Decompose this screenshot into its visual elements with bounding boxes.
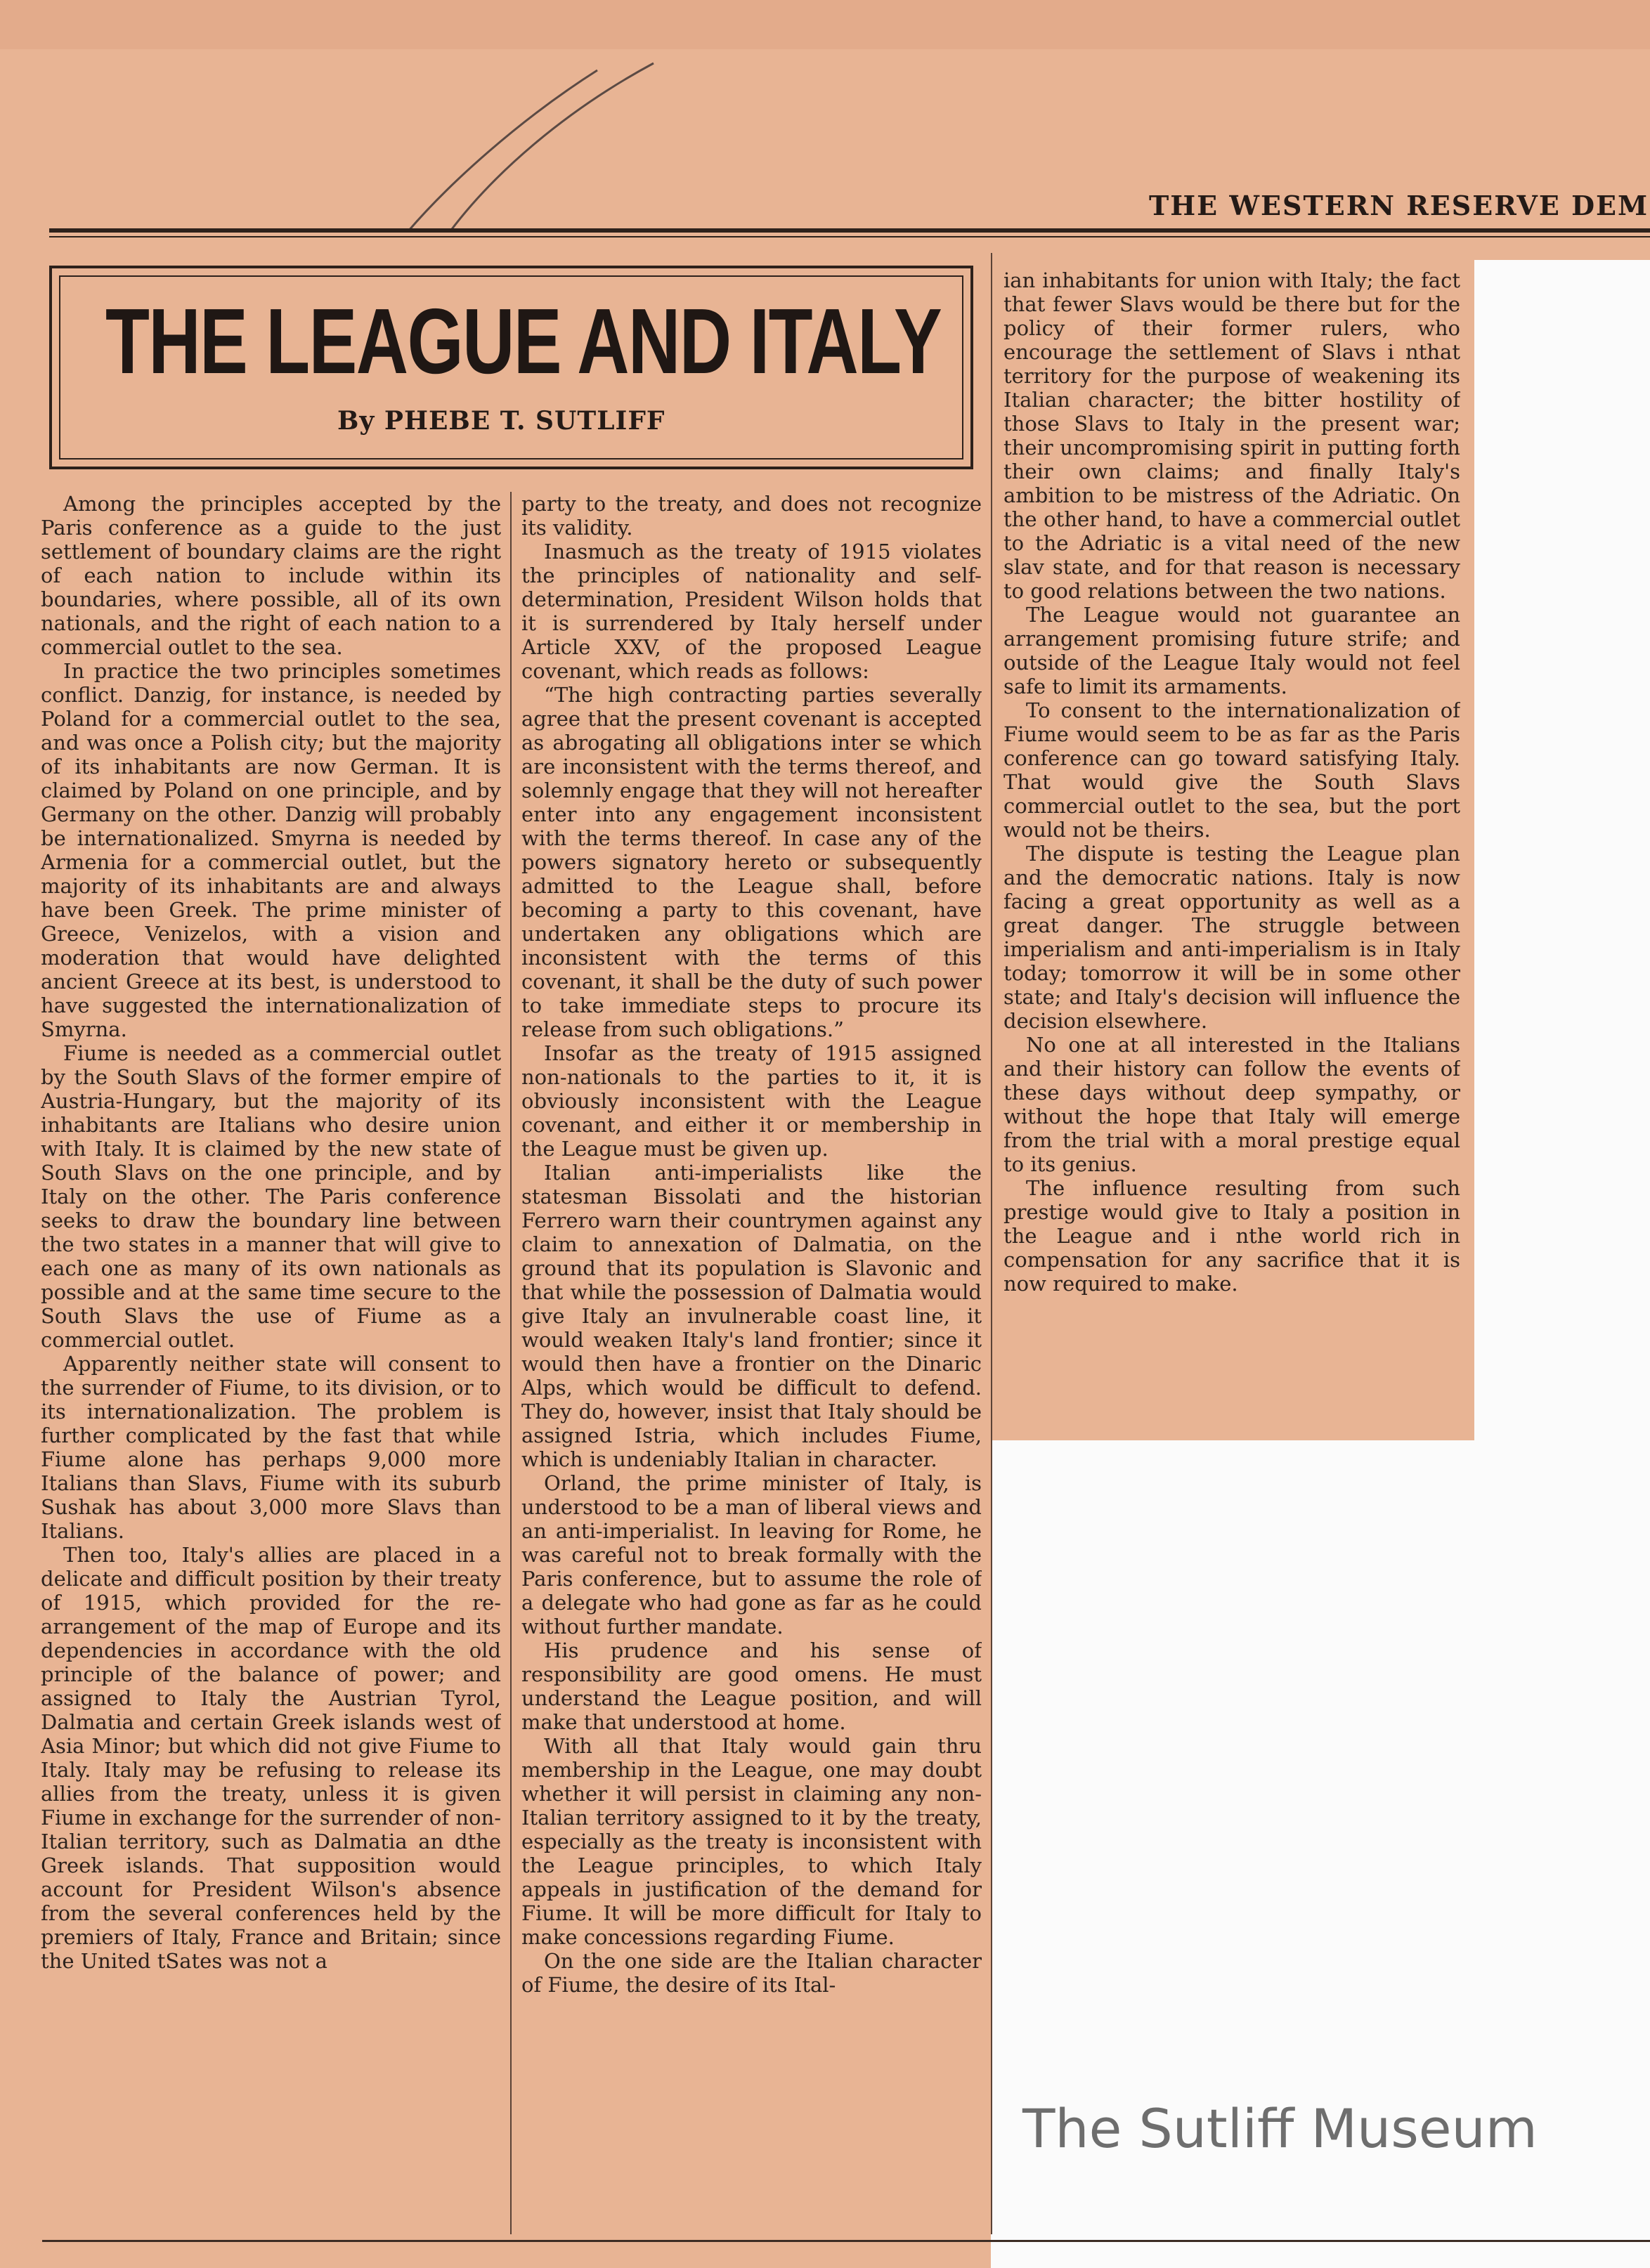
paragraph: The dispute is testing the League plan and the democratic nations. Italy is now facing a great opportunity as well as a great danger. The struggle between imperialism and anti-imperialism is in Italy today; tomorrow it will be in some other state; and Italy's decision will influence the decision elsewhere. bbox=[1003, 842, 1460, 1033]
paragraph: In practice the two principles sometimes conflict. Danzig, for instance, is needed by Poland for a commercial outlet to the sea, and was once a Polish city; but the majority of its inhabitants are now German. It is claimed by Poland on one principle, and by Germany on the other. Danzig will probably be internationalized. Smyrna is needed by Armenia for a commercial outlet, but the majority of its inhabitants are and always have been Greek. The prime minister of Greece, Venizelos, with a vision and moderation that would have delighted ancient Greece at its best, is understood to have suggested the internationalization of Smyrna. bbox=[41, 659, 501, 1041]
article-column-3 bbox=[1003, 268, 1460, 1421]
paragraph: Fiume is needed as a commercial outlet by the South Slavs of the former empire of Austria-Hungary, but the majority of its inhabitants are Italians who desire union with Italy. It is claimed by the new state of South Slavs on the one principle, and by Italy on the other. The Paris conference seeks to draw the boundary line between the two states in a manner that will give to each one as many of its own nationals as possible and at the same time secure to the South Slavs the use of Fiume as a commercial outlet. bbox=[41, 1041, 501, 1352]
header-rule-thin bbox=[49, 236, 1650, 237]
covenant-quote: “The high contracting parties severally agree that the present covenant is accepted as abrogating all obligations inter se which are inconsistent with the terms thereof, and solemnly engage that they will not hereafter enter into any engagement inconsistent with the terms thereof. In case any of the powers signatory hereto or subsequently admitted to the League shall, before becoming a party to this covenant, have undertaken any obligations which are inconsistent with the terms of this covenant, it shall be the duty of such power to take immediate steps to procure its release from such obligations.” bbox=[521, 683, 982, 1041]
paragraph: party to the treaty, and does not recognize its validity. bbox=[521, 492, 982, 540]
paragraph: His prudence and his sense of responsibility are good omens. He must understand the League position, and will make that understood at home. bbox=[521, 1638, 982, 1734]
paragraph: Among the principles accepted by the Paris conference as a guide to the just settlement of boundary claims are the right of each nation to include within its boundaries, where possible, all of its own nationals, and the right of each nation to a commercial outlet to the sea. bbox=[41, 492, 501, 659]
paragraph: Then too, Italy's allies are placed in a delicate and difficult position by their treaty of 1915, which provided for the re-arrangement of the map of Europe and its dependencies in accordance with the old principle of the balance of power; and assigned to Italy the Austrian Tyrol, Dalmatia and certain Greek islands west of Asia Minor; but which did not give Fiume to Italy. Italy may be refusing to release its allies from the treaty, unless it is given Fiume in exchange for the surrender of non-Italian territory, such as Dalmatia an dthe Greek islands. That supposition would account for President Wilson's absence from the several conferences held by the premiers of Italy, France and Britain; since the United tSates was not a bbox=[41, 1543, 501, 1973]
article-column-1 bbox=[41, 492, 501, 2227]
clipping-top-edge bbox=[0, 0, 1650, 49]
masthead: THE WESTERN RESERVE DEM bbox=[1149, 190, 1649, 221]
paragraph: No one at all interested in the Italians and their history can follow the events of these days without deep sympathy, or without the hope that Italy will emerge from the trial with a moral prestige equal to its genius. bbox=[1003, 1033, 1460, 1176]
paragraph: Apparently neither state will consent to the surrender of Fiume, to its division, or to its internationalization. The problem is further complicated by the fast that while Fiume alone has perhaps 9,000 more Italians than Slavs, Fiume with its suburb Sushak has about 3,000 more Slavs than Italians. bbox=[41, 1352, 501, 1543]
paragraph: The influence resulting from such prestige would give to Italy a position in the League and i nthe world rich in compensation for any sacrifice that it is now required to make. bbox=[1003, 1176, 1460, 1296]
paragraph: Italian anti-imperialists like the statesman Bissolati and the historian Ferrero warn their countrymen against any claim to annexation of Dalmatia, on the ground that its population is Slavonic and that while the possession of Dalmatia would give Italy an invulnerable coast line, it would weaken Italy's land frontier; since it would then have a frontier on the Dinaric Alps, which would be difficult to defend. They do, however, insist that Italy should be assigned Istria, which includes Fiume, which is undeniably Italian in character. bbox=[521, 1161, 982, 1471]
column-rule bbox=[510, 492, 512, 2234]
bottom-rule bbox=[42, 2240, 1650, 2242]
byline: By PHEBE T. SUTLIFF bbox=[337, 406, 665, 436]
paragraph: To consent to the internationalization of Fiume would seem to be as far as the Paris conference can go toward satisfying Italy. That would give the South Slavs commercial outlet to the sea, but the port would not be theirs. bbox=[1003, 698, 1460, 842]
article-column-2 bbox=[521, 492, 982, 2227]
paragraph: Inasmuch as the treaty of 1915 violates the principles of nationality and self-determination, President Wilson holds that it is surrendered by Italy herself under Article XXV, of the proposed League covenant, which reads as follows: bbox=[521, 540, 982, 683]
paragraph: Orland, the prime minister of Italy, is understood to be a man of liberal views and an anti-imperialist. In leaving for Rome, he was careful not to break formally with the Paris conference, but to assume the role of a delegate who had gone as far as he could without further mandate. bbox=[521, 1471, 982, 1638]
headline: THE LEAGUE AND ITALY bbox=[105, 289, 942, 393]
museum-watermark: The Sutliff Museum bbox=[1022, 2097, 1538, 2160]
pencil-mark bbox=[365, 56, 661, 239]
header-rule bbox=[49, 228, 1650, 233]
paragraph: ian inhabitants for union with Italy; the fact that fewer Slavs would be there but for the policy of their former rulers, who encourage the settlement of Slavs i nthat territory for the purpose of weakening its Italian character; the bitter hostility of those Slavs to Italy in the present war; their uncompromising spirit in putting forth their own claims; and finally Italy's ambition to be mistress of the Adriatic. On the other hand, to have a commercial outlet to the Adriatic is a vital need of the new slav state, and for that reason is necessary to good relations between the two nations. bbox=[1003, 268, 1460, 603]
paragraph: With all that Italy would gain thru membership in the League, one may doubt whether it will persist in claiming any non-Italian territory assigned to it by the treaty, especially as the treaty is inconsistent with the League principles, to which Italy appeals in justification of the demand for Fiume. It will be more difficult for Italy to make concessions regarding Fiume. bbox=[521, 1734, 982, 1949]
paragraph: Insofar as the treaty of 1915 assigned non-nationals to the parties to it, it is obviously inconsistent with the League covenant, and either it or membership in the League must be given up. bbox=[521, 1041, 982, 1161]
column-rule bbox=[991, 253, 992, 2234]
paragraph: The League would not guarantee an arrangement promising future strife; and outside of the League Italy would not feel safe to limit its armaments. bbox=[1003, 603, 1460, 698]
paragraph: On the one side are the Italian character of Fiume, the desire of its Ital- bbox=[521, 1949, 982, 1997]
